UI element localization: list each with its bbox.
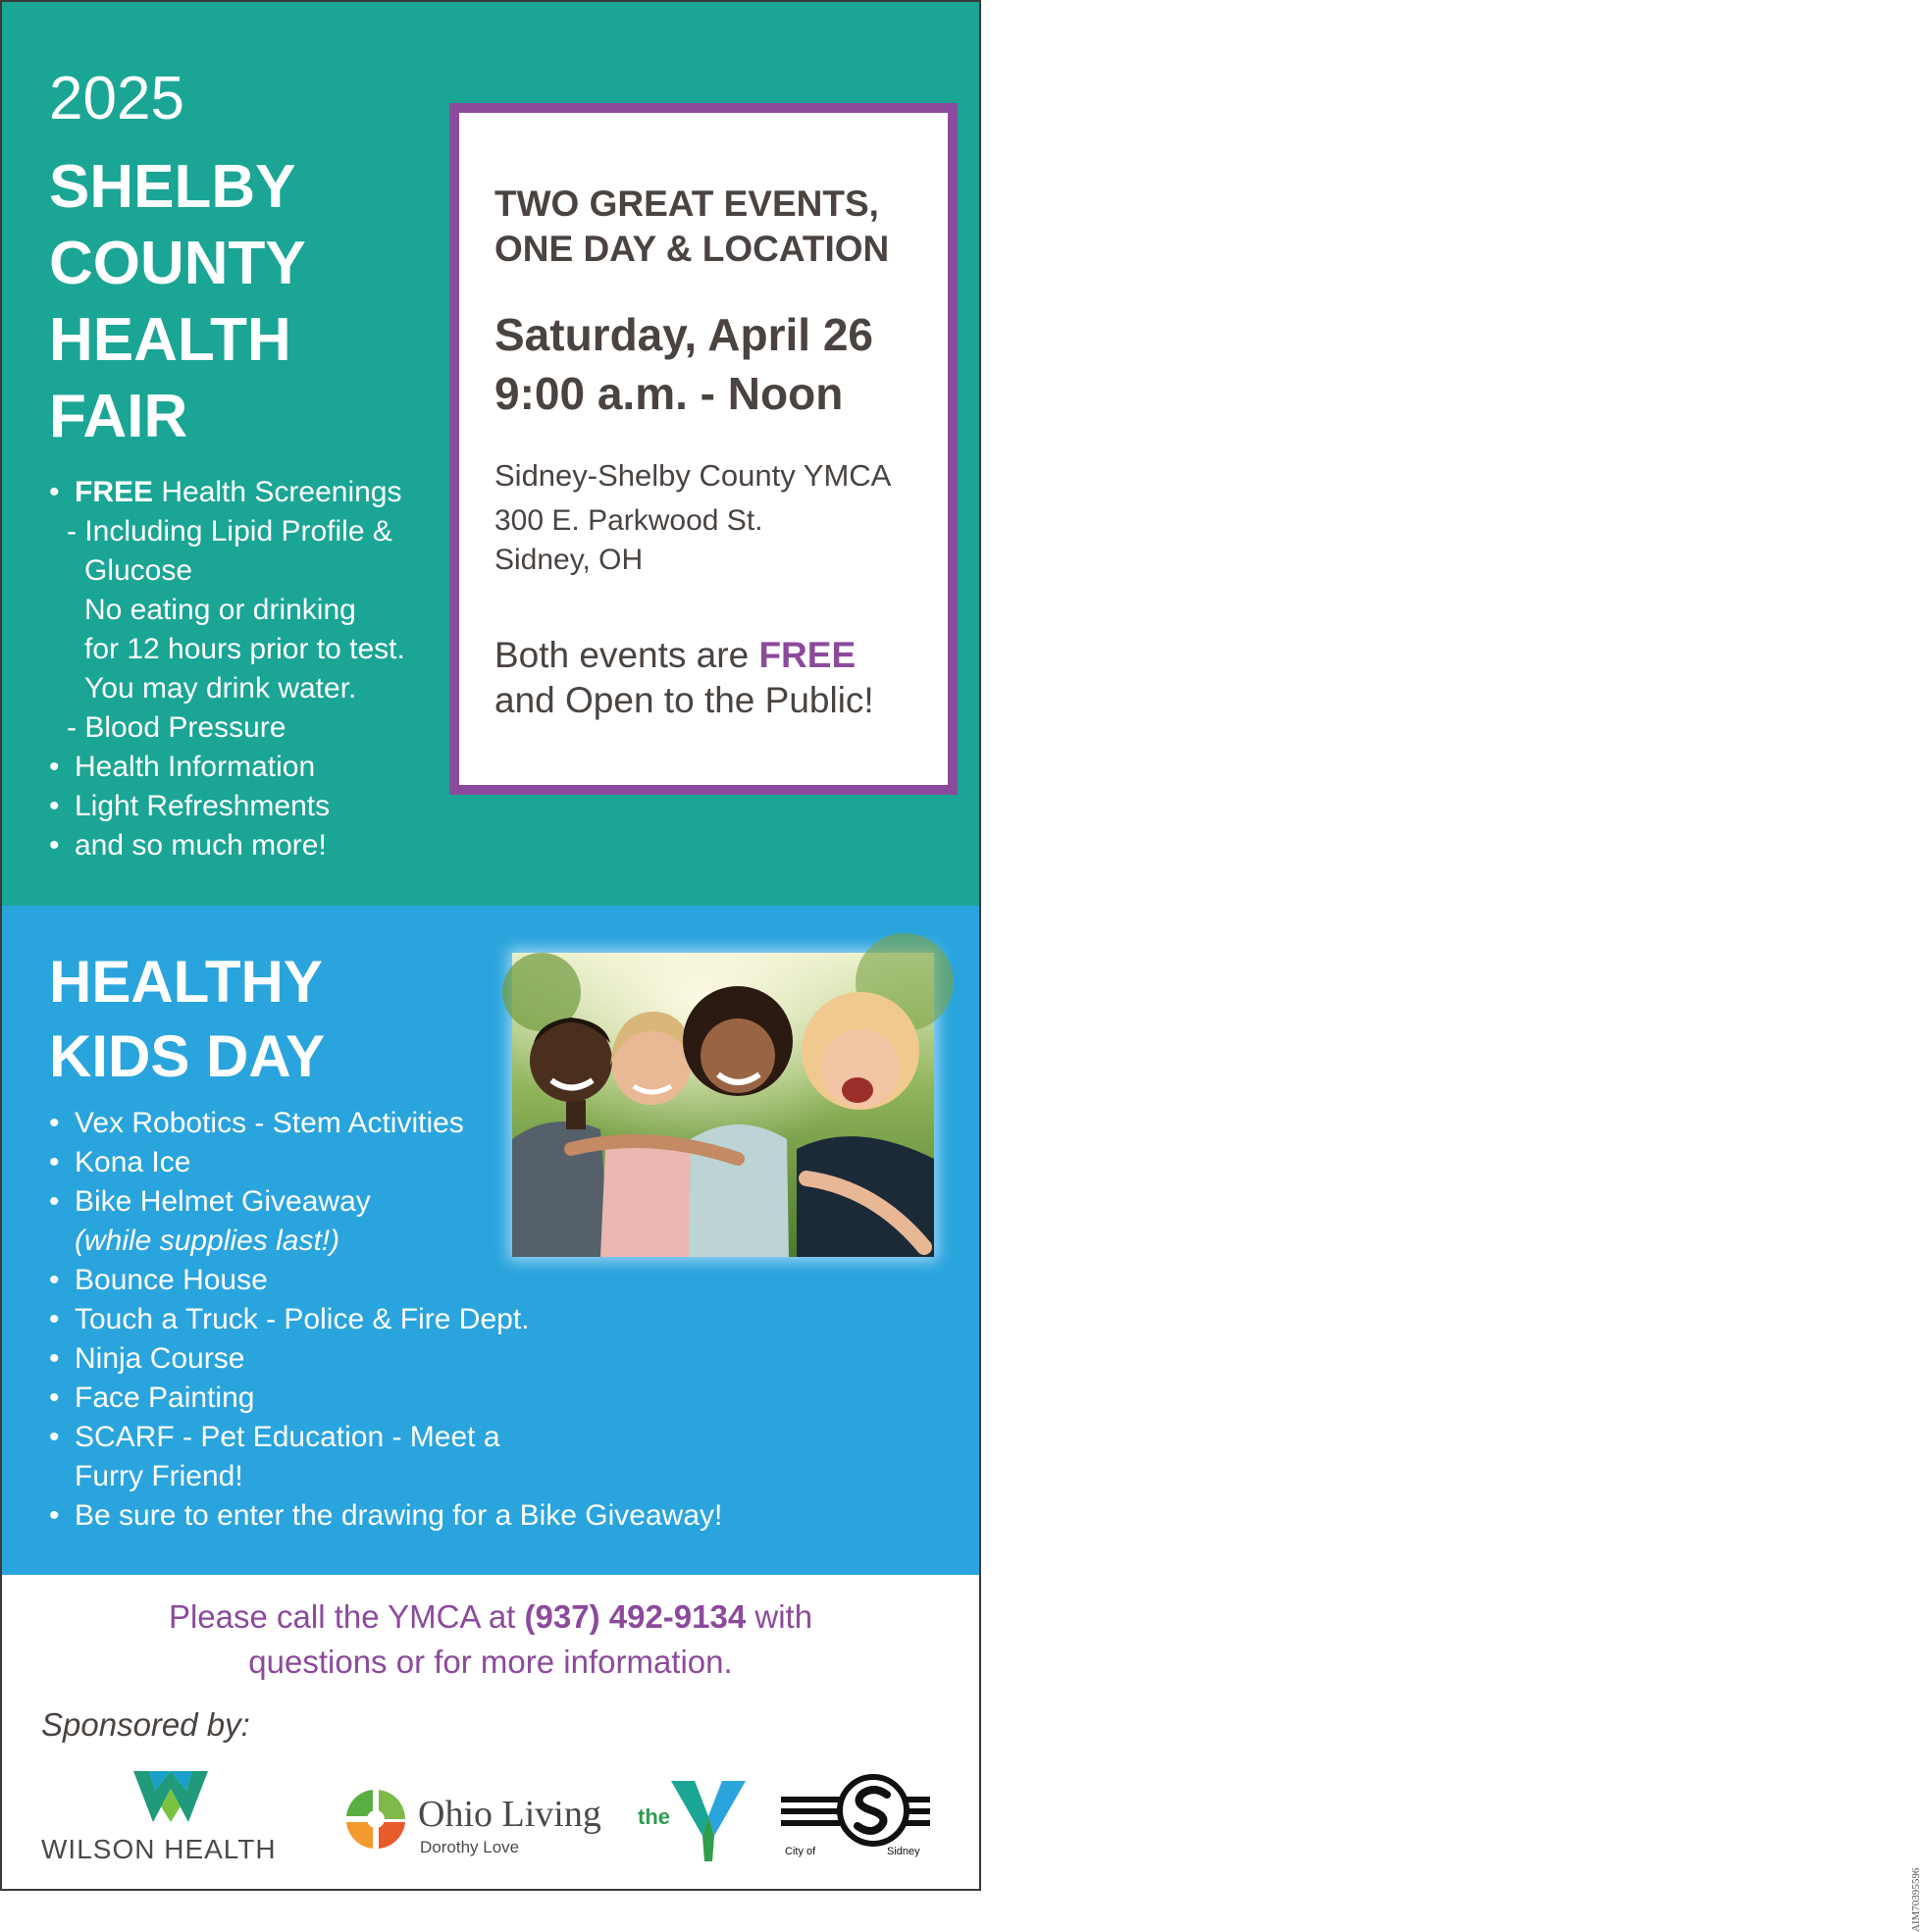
bullet: • <box>49 1382 60 1414</box>
ymca-logo-icon <box>669 1779 748 1863</box>
ad-code-wrap <box>956 1808 1922 1932</box>
bullet: • <box>49 1107 60 1139</box>
list-subitem-note: You may drink water. <box>84 672 357 705</box>
ohio-living-subname: Dorothy Love <box>420 1838 520 1856</box>
kids-title-line: HEALTHY <box>49 949 323 1015</box>
event-headline <box>494 182 889 272</box>
list-item-text: Health Information <box>75 751 316 783</box>
bullet: • <box>49 1342 60 1375</box>
ohio-living-name: Ohio Living <box>418 1794 601 1835</box>
event-details-box <box>449 103 958 795</box>
fair-screenings-list <box>49 473 405 865</box>
fair-year: 2025 <box>49 65 184 132</box>
fair-title-line: SHELBY <box>49 153 296 221</box>
list-subitem-note: for 12 hours prior to test. <box>84 633 405 665</box>
list-item-text: Kona Ice <box>75 1146 191 1178</box>
phone-number: (937) 492-9134 <box>524 1598 747 1635</box>
headline-line: TWO GREAT EVENTS, <box>494 183 879 224</box>
free-notice-pre: Both events are <box>494 635 759 675</box>
list-item-text: Be sure to enter the drawing for a Bike Giveaway! <box>75 1499 723 1532</box>
fair-title-line: HEALTH <box>49 306 291 374</box>
list-item-text: Bike Helmet Giveaway <box>75 1185 371 1218</box>
event-date: Saturday, April 26 <box>494 309 874 360</box>
list-item <box>49 1261 722 1300</box>
fair-title-line: COUNTY <box>49 230 306 297</box>
bullet: • <box>49 1264 60 1296</box>
list-item-text: Bounce House <box>75 1264 268 1296</box>
list-item-text: Touch a Truck - Police & Fire Dept. <box>75 1303 530 1335</box>
fair-title <box>49 149 306 455</box>
free-notice-line <box>494 633 874 678</box>
footer-section <box>2 1575 1922 1932</box>
free-notice-post: and Open to the Public! <box>494 680 874 720</box>
contact-post: with <box>746 1598 813 1635</box>
kids-day-section <box>2 906 979 1575</box>
list-item <box>49 1300 722 1339</box>
list-item <box>49 748 405 787</box>
fair-title-line: FAIR <box>49 383 188 450</box>
list-item-text: Ninja Course <box>75 1342 245 1375</box>
list-item <box>49 473 405 512</box>
wilson-health-name: WILSON HEALTH <box>41 1834 277 1864</box>
list-item-text: SCARF - Pet Education - Meet a <box>75 1421 500 1453</box>
list-item <box>49 1339 722 1379</box>
list-subitem: - Blood Pressure <box>67 711 286 744</box>
address-line: Sidney, OH <box>494 544 644 576</box>
free-notice <box>494 633 874 723</box>
city-of-sidney-logo-icon <box>777 1769 934 1854</box>
list-item-text: Face Painting <box>75 1382 255 1414</box>
list-subitem: Glucose <box>84 554 193 587</box>
free-label: FREE <box>75 476 154 508</box>
event-venue: Sidney-Shelby County YMCA <box>494 458 892 493</box>
list-item <box>49 1143 722 1182</box>
bullet: • <box>49 829 60 862</box>
list-item-note: (while supplies last!) <box>75 1225 340 1257</box>
list-item <box>49 826 405 865</box>
address-line: 300 E. Parkwood St. <box>494 504 763 537</box>
list-item <box>49 1379 722 1418</box>
headline-line: ONE DAY & LOCATION <box>494 229 890 269</box>
event-datetime <box>494 305 873 423</box>
event-time: 9:00 a.m. - Noon <box>494 368 844 419</box>
bullet: • <box>49 751 60 783</box>
contact-line-2: questions or for more information. <box>248 1644 733 1680</box>
list-subitem: - Including Lipid Profile & <box>67 515 392 548</box>
list-item <box>49 1418 722 1457</box>
list-subitem-note: No eating or drinking <box>84 594 356 626</box>
sponsored-by-label: Sponsored by: <box>41 1706 250 1743</box>
list-item <box>49 1496 722 1536</box>
list-item-text: Vex Robotics - Stem Activities <box>75 1107 464 1139</box>
list-item <box>49 787 405 826</box>
sidney-label: Sidney <box>887 1846 920 1857</box>
ohio-living-logo-icon <box>343 1787 408 1852</box>
list-item <box>49 1182 722 1222</box>
health-fair-section <box>2 2 979 906</box>
event-address <box>494 501 763 580</box>
kids-activities-list <box>49 1104 722 1536</box>
list-item-continued: Furry Friend! <box>75 1460 243 1492</box>
bullet: • <box>49 1499 60 1532</box>
kids-title <box>49 945 325 1094</box>
city-of-label: City of <box>785 1846 816 1857</box>
kids-title-line: KIDS DAY <box>49 1023 326 1089</box>
list-item <box>49 1104 722 1143</box>
bullet: • <box>49 1185 60 1218</box>
list-item-text: Health Screenings <box>153 476 402 508</box>
ad-code: AIM70395596 <box>1910 1867 1922 1932</box>
bullet: • <box>49 1421 60 1453</box>
contact-info <box>2 1594 979 1685</box>
list-item-text: and so much more! <box>75 829 327 862</box>
bullet: • <box>49 1303 60 1335</box>
bullet: • <box>49 1146 60 1178</box>
list-item-text: Light Refreshments <box>75 790 331 822</box>
bullet: • <box>49 476 60 508</box>
wilson-health-logo-icon <box>131 1767 210 1826</box>
contact-pre: Please call the YMCA at <box>168 1598 525 1635</box>
ymca-the-label: the <box>638 1804 670 1829</box>
contact-line <box>2 1594 979 1640</box>
free-word: FREE <box>758 635 857 675</box>
bullet: • <box>49 790 60 822</box>
